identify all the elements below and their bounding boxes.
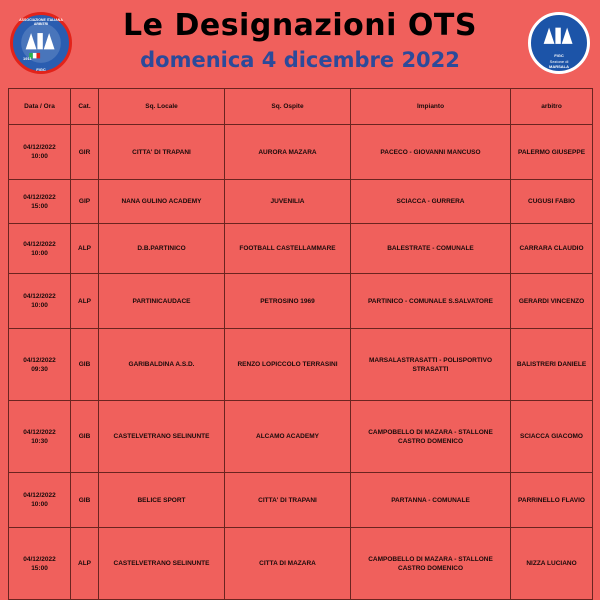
cell-home-team: CASTELVETRANO SELINUNTE bbox=[99, 401, 225, 473]
table-row bbox=[9, 274, 593, 329]
cell-date-time bbox=[9, 473, 71, 528]
cell-away-team: AURORA MAZARA bbox=[225, 125, 351, 180]
cell-venue: BALESTRATE - COMUNALE bbox=[351, 224, 511, 274]
cell-away-team: CITTA' DI TRAPANI bbox=[225, 473, 351, 528]
table-row bbox=[9, 473, 593, 528]
cell-home-team: GARIBALDINA A.S.D. bbox=[99, 329, 225, 401]
cell-date-time bbox=[9, 528, 71, 600]
cell-category: ALP bbox=[71, 224, 99, 274]
cell-venue: PARTANNA - COMUNALE bbox=[351, 473, 511, 528]
cell-venue: CAMPOBELLO DI MAZARA - STALLONE CASTRO DOMENICO bbox=[351, 401, 511, 473]
cell-time: 09:30 bbox=[31, 365, 48, 373]
cell-date: 04/12/2022 bbox=[23, 193, 56, 201]
logo-city: MARSALA bbox=[549, 64, 569, 69]
cell-time: 10:00 bbox=[31, 153, 48, 160]
cell-time: 10:30 bbox=[31, 437, 48, 445]
table-row bbox=[9, 401, 593, 473]
cell-time: 10:00 bbox=[31, 249, 48, 257]
cell-away-team: PETROSINO 1969 bbox=[225, 274, 351, 329]
table-header-row bbox=[9, 89, 593, 125]
cell-category: ALP bbox=[71, 274, 99, 329]
cell-date-time bbox=[9, 125, 71, 180]
cell-date: 04/12/2022 bbox=[23, 144, 56, 151]
cell-away-team: JUVENILIA bbox=[225, 180, 351, 224]
cell-date: 04/12/2022 bbox=[23, 240, 56, 248]
cell-time: 10:00 bbox=[31, 501, 48, 508]
page-title: Le Designazioni OTS bbox=[123, 8, 477, 43]
designations-table bbox=[8, 88, 593, 600]
cell-venue: CAMPOBELLO DI MAZARA - STALLONE CASTRO DOMENICO bbox=[351, 528, 511, 600]
cell-referee: GERARDI VINCENZO bbox=[511, 274, 593, 329]
cell-referee: NIZZA LUCIANO bbox=[511, 528, 593, 600]
cell-date: 04/12/2022 bbox=[23, 293, 56, 300]
cell-away-team: ALCAMO ACADEMY bbox=[225, 401, 351, 473]
header-away-team: Sq. Ospite bbox=[225, 89, 351, 125]
logo-section-label: Sezione di bbox=[549, 59, 569, 64]
cell-home-team: D.B.PARTINICO bbox=[99, 224, 225, 274]
cell-away-team: FOOTBALL CASTELLAMMARE bbox=[225, 224, 351, 274]
cell-category: GIB bbox=[71, 329, 99, 401]
cell-date-time bbox=[9, 224, 71, 274]
cell-category: GIB bbox=[71, 401, 99, 473]
cell-home-team: CITTA' DI TRAPANI bbox=[99, 125, 225, 180]
cell-venue: SCIACCA - GURRERA bbox=[351, 180, 511, 224]
cell-time: 15:00 bbox=[31, 564, 48, 572]
table-row bbox=[9, 528, 593, 600]
cell-venue: PACECO - GIOVANNI MANCUSO bbox=[351, 125, 511, 180]
cell-date: 04/12/2022 bbox=[23, 555, 56, 563]
cell-referee: CARRARA CLAUDIO bbox=[511, 224, 593, 274]
cell-referee: PALERMO GIUSEPPE bbox=[511, 125, 593, 180]
cell-date: 04/12/2022 bbox=[23, 428, 56, 436]
cell-home-team: PARTINICAUDACE bbox=[99, 274, 225, 329]
cell-time: 15:00 bbox=[31, 202, 48, 210]
cell-date-time bbox=[9, 401, 71, 473]
cell-time: 10:00 bbox=[31, 302, 48, 309]
logo-figc: FIGC bbox=[36, 67, 46, 72]
table-row bbox=[9, 329, 593, 401]
table-row bbox=[9, 125, 593, 180]
logo-figc: FIGC bbox=[554, 53, 564, 58]
table-row bbox=[9, 180, 593, 224]
header-venue: Impianto bbox=[351, 89, 511, 125]
cell-referee: CUGUSI FABIO bbox=[511, 180, 593, 224]
cell-away-team: RENZO LOPICCOLO TERRASINI bbox=[225, 329, 351, 401]
cell-category: GIR bbox=[71, 125, 99, 180]
logo-year: 1911 bbox=[23, 56, 32, 61]
cell-referee: BALISTRERI DANIELE bbox=[511, 329, 593, 401]
cell-date-time bbox=[9, 329, 71, 401]
cell-venue: MARSALASTRASATTI - POLISPORTIVO STRASATTI bbox=[351, 329, 511, 401]
cell-venue: PARTINICO - COMUNALE S.SALVATORE bbox=[351, 274, 511, 329]
header-category: Cat. bbox=[71, 89, 99, 125]
cell-category: GIP bbox=[71, 180, 99, 224]
cell-category: ALP bbox=[71, 528, 99, 600]
logo-ring-text: ASSOCIAZIONE ITALIANA ARBITRI bbox=[19, 18, 63, 26]
header-home-team: Sq. Locale bbox=[99, 89, 225, 125]
header-referee: arbitro bbox=[511, 89, 593, 125]
cell-home-team: BELICE SPORT bbox=[99, 473, 225, 528]
cell-home-team: NANA GULINO ACADEMY bbox=[99, 180, 225, 224]
cell-date: 04/12/2022 bbox=[23, 356, 56, 364]
table-row bbox=[9, 224, 593, 274]
cell-referee: PARRINELLO FLAVIO bbox=[511, 473, 593, 528]
header-date: Data / Ora bbox=[9, 89, 71, 125]
cell-date: 04/12/2022 bbox=[23, 492, 56, 499]
cell-category: GIB bbox=[71, 473, 99, 528]
page-subtitle: domenica 4 dicembre 2022 bbox=[140, 48, 460, 72]
cell-date-time bbox=[9, 180, 71, 224]
cell-away-team: CITTA DI MAZARA bbox=[225, 528, 351, 600]
cell-home-team: CASTELVETRANO SELINUNTE bbox=[99, 528, 225, 600]
cell-referee: SCIACCA GIACOMO bbox=[511, 401, 593, 473]
cell-date-time bbox=[9, 274, 71, 329]
